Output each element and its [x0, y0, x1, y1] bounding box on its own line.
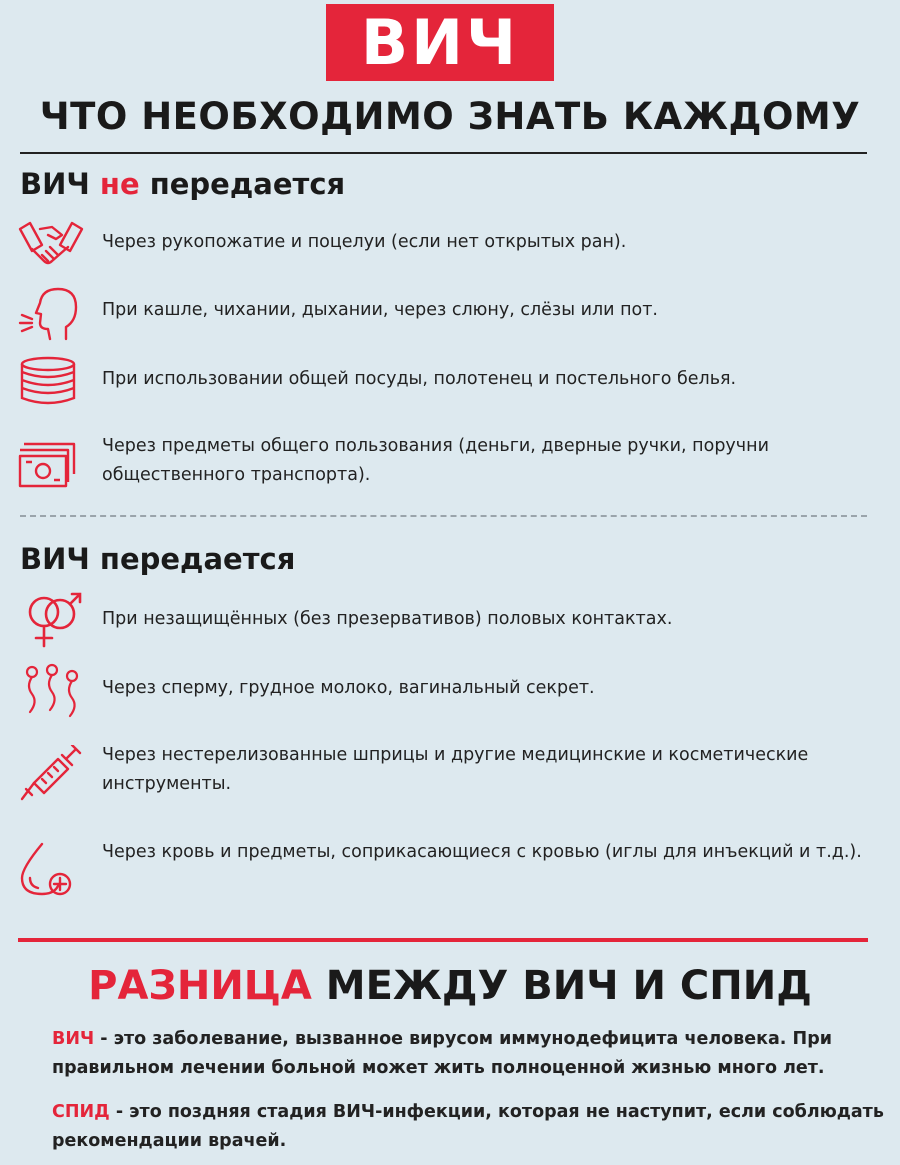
aids-definition	[52, 1098, 892, 1156]
red-divider	[18, 938, 868, 942]
heading-part: МЕЖДУ ВИЧ И СПИД	[311, 963, 812, 1009]
heading-highlight: не	[99, 167, 140, 201]
list-item-text: При использовании общей посуды, полотенец и постельного белья.	[102, 369, 737, 389]
hiv-definition	[52, 1025, 892, 1083]
heading-part: передается	[139, 167, 346, 201]
cough-head-icon	[18, 283, 84, 341]
list-item-text: Через кровь и предметы, соприкасающиеся с кровью (иглы для инъекций и т.д.).	[102, 842, 862, 862]
section-divider	[20, 515, 867, 517]
plates-stack-icon	[18, 352, 84, 410]
title-divider	[20, 152, 867, 154]
list-item-text: Через рукопожатие и поцелуи (если нет открытых ран).	[102, 232, 627, 252]
money-icon	[18, 436, 84, 494]
heading-highlight: РАЗНИЦА	[88, 963, 312, 1009]
definition-text: - это поздняя стадия ВИЧ-инфекции, которая не наступит, если соблюдать рекомендации врачей.	[52, 1102, 884, 1151]
difference-heading	[0, 962, 900, 1010]
heading-part: ВИЧ	[20, 167, 100, 201]
blood-drop-icon	[18, 840, 84, 898]
sperm-icon	[18, 662, 84, 720]
list-item-text: Через предметы общего пользования (деньги, дверные ручки, поручни общественного транспорта).	[102, 436, 769, 485]
syringe-icon	[18, 745, 84, 803]
list-item-text: При кашле, чихании, дыхании, через слюну, слёзы или пот.	[102, 300, 658, 320]
definition-text: - это заболевание, вызванное вирусом иммунодефицита человека. При правильном лечении больной может жить полноценной жизнью много лет.	[52, 1029, 832, 1078]
term-label: ВИЧ	[52, 1029, 95, 1049]
list-item-text: Через нестерелизованные шприцы и другие медицинские и косметические инструменты.	[102, 745, 809, 794]
page-title: ЧТО НЕОБХОДИМО ЗНАТЬ КАЖДОМУ	[39, 95, 861, 138]
gender-symbols-icon	[18, 590, 84, 648]
term-label: СПИД	[52, 1102, 110, 1122]
hiv-badge: ВИЧ	[326, 4, 554, 81]
not-transmitted-heading	[20, 166, 345, 202]
list-item-text: Через сперму, грудное молоко, вагинальный секрет.	[102, 678, 595, 698]
list-item-text: При незащищённых (без презервативов) половых контактах.	[102, 609, 673, 629]
handshake-icon	[18, 215, 84, 273]
transmitted-heading: ВИЧ передается	[20, 542, 296, 576]
